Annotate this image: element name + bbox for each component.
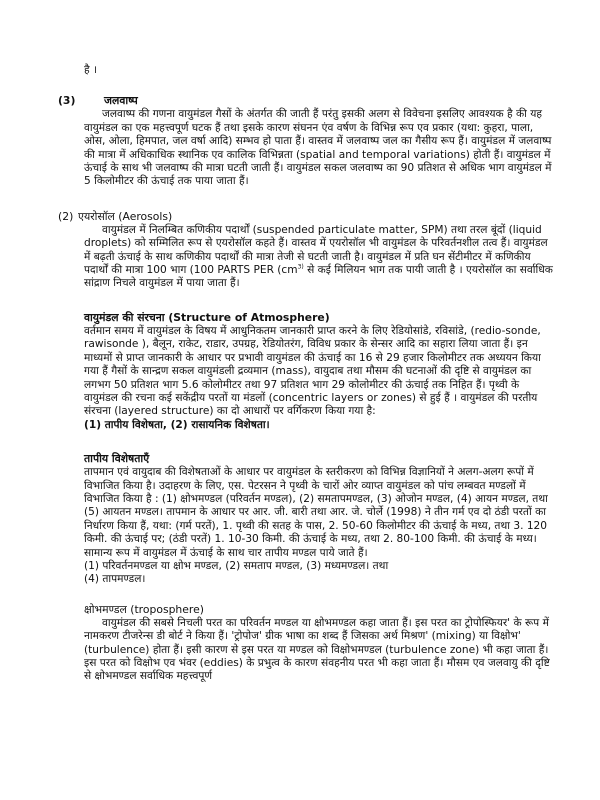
thermal-heading: तापीय विशेषताएँ <box>84 452 150 466</box>
section-2-heading <box>58 209 556 224</box>
section-2-title: एयरोसॉल (Aerosols) <box>78 209 173 223</box>
thermal-list-line-1: (1) परिवर्तनमण्डल या क्षोभ मण्डल, (2) समताप मण्डल, (3) मध्यमण्डल। तथा <box>84 559 389 572</box>
structure-heading: वायुमंडल की संरचना (Structure of Atmosphere) <box>84 310 330 324</box>
top-line: है । <box>84 64 98 76</box>
section-3-paragraph: जलवाष्प की गणना वायुमंडल गैसों के अंतर्गत की जाती हैं परंतु इसकी अलग से विवेचना इसलिए आवश्यक है की यह वायुमंडल का एक महत्त्वपूर्ण घटक हैं तथा इसके कारण संघनन एंव वर्षण के विभिन्न रूप एव प्रकार (यथा: कुहरा, पाला, ओस, ओला, हिमपात, जल वर्षा आदि) सम्भव हो पाता हैं। वास्तव में जलवाष्प जल का गैसीय रूप हैं। वायुमंडल में जलवाष्प की मात्रा में अधिकाधिक स्थानिक एव कालिक विभिन्नता (spatial and temporal variations) होती हैं। वायुमंडल में ऊंचाई के साथ भी जलवाष्प की मात्रा घटती जाती हैं। वायुमंडल सकल जलवाष्प का 90 प्रतिशत से अधिक भाग वायुमंडल में 5 किलोमीटर की ऊंचाई तक पाया जाता हैं। <box>84 108 552 188</box>
section-2-number: (2) <box>58 209 74 223</box>
section-3-heading <box>58 93 556 108</box>
troposphere-heading: क्षोभमण्डल (troposphere) <box>84 602 204 616</box>
section-2-superscript: 3) <box>297 263 304 271</box>
section-2-paragraph-a: वायुमंडल में निलम्बित कणिकीय पदार्थों (suspended particulate matter, SPM) तथा तरल बूंदों (liquid droplets) को सम्मिलित रूप से एयरोसॉल कहते हैं। वास्तव में एयरोसॉल भी वायुमंडल के परिवर्तनशील तत्व हैं। वायुमंडल में बढ़ती ऊंचाई के साथ कणिकीय पदार्थों की मात्रा तेजी से घटती जाती है। वायुमंडल में प्रति घन सेंटीमीटर में कणिकीय पदार्थों की मात्रा 100 भाग (100 PARTS PER (cm <box>84 223 548 277</box>
section-3-title: जलवाष्प <box>104 94 138 108</box>
thermal-list-line-2: (4) तापमण्डल। <box>84 573 146 586</box>
thermal-paragraph: तापमान एवं वायुदाब की विशेषताओं के आधार पर वायुमंडल के स्तरीकरण को विभिन्न विज्ञानियों ने अलग-अलग रूपों में विभाजित किया है। उदाहरण के लिए, एस. पेटरसन ने पृथ्वी के चारों ओर व्याप्त वायुमंडल को पांच लम्बवत मण्डलों में विभाजित किया है : (1) क्षोभमण्डल (परिवर्तन मण्डल), (2) समतापमण्डल, (3) ओजोन मण्डल, (4) आयन मण्डल, तथा (5) आयतन मण्डल। तापमान के आधार पर आर. जी. बारी तथा आर. जे. चोर्ले (1998) ने तीन गर्म एव दो ठंडी परतों का निर्धारण किया हैं, यथा: (गर्म परतें), 1. पृथ्वी की सतह के पास, 2. 50-60 किलोमीटर की ऊंचाई के मध्य, तथा 3. 120 किमी. की ऊंचाई पर; (ठंडी परतें) 1. 10-30 किमी. की ऊंचाई के मध्य, तथा 2. 80-100 किमी. की ऊंचाई के मध्य। सामान्य रूप में वायुमंडल में ऊंचाई के साथ चार तापीय मण्डल पाये जाते हैं। <box>84 466 548 559</box>
troposphere-paragraph: वायुमंडल की सबसे निचली परत का परिवर्तन मण्डल या क्षोभमण्डल कहा जाता हैं। इस परत का ट्रोपोस्फियर' के रूप में नामकरण टीजरेन्स डी बोर्ट ने किया हैं। 'ट्रोपोज' ग्रीक भाषा का शब्द हैं जिसका अर्थ मिश्रण' (mixing) या विक्षोभ' (turbulence) होता हैं। इसी कारण से इस परत या मण्डल को विक्षोभमण्डल (turbulence zone) भी कहा जाता हैं। इस परत को विक्षोभ एव भंवर (eddies) के प्रभुत्व के कारण संवहनीय परत भी कहा जाता हैं। मौसम एव जलवायु की दृष्टि से क्षोभमण्डल सर्वाधिक महत्त्वपूर्ण <box>84 616 550 683</box>
section-3-number: (3) <box>58 94 76 108</box>
structure-paragraph: वर्तमान समय में वायुमंडल के विषय में आधुनिकतम जानकारी प्राप्त करने के लिए रेडियोसांडे, रविसांडे, (redio-sonde, rawisonde ), बैलून, राकेट, राडार, उपग्रह, रेडियोतरंग, विविध प्रकार के सेन्सर आदि का सहारा लिया जाता हैं। इन माध्यमों से प्राप्त जानकारी के आधार पर प्रभावी वायुमंडल की ऊंचाई का 16 से 29 हजार किलोमीटर तक अध्ययन किया गया हैं गैसों के सान्द्रण सकल वायुमंडली द्रव्यमान (mass), वायुदाब तथा मौसम की घटनाओं की दृष्टि से वायुमंडल का लगभग 50 प्रतिशत भाग 5.6 कोलोमीटर तथा 97 प्रतिशत भाग 29 कोलोमीटर की ऊंचाई तक निहित हैं। पृथ्वी के वायुमंडल की रचना कई सकेंद्रीय परतों या मंडलों (concentric layers or zones) से हुई हैं । वायुमंडल की परतीय संरचना (layered structure) का दो आधारों पर वर्गिकरण किया गया है: <box>84 324 541 418</box>
structure-bold-line: (1) तापीय विशेषता, (2) रासायनिक विशेषता। <box>84 418 270 431</box>
section-2-paragraph <box>84 224 556 291</box>
section-2-paragraph-b: से कई मिलियन भाग तक पायी जाती है । एयरोसॉल का सर्वाधिक सांद्राण निचले वायुमंडल में पाया जाता हैं। <box>84 264 553 290</box>
